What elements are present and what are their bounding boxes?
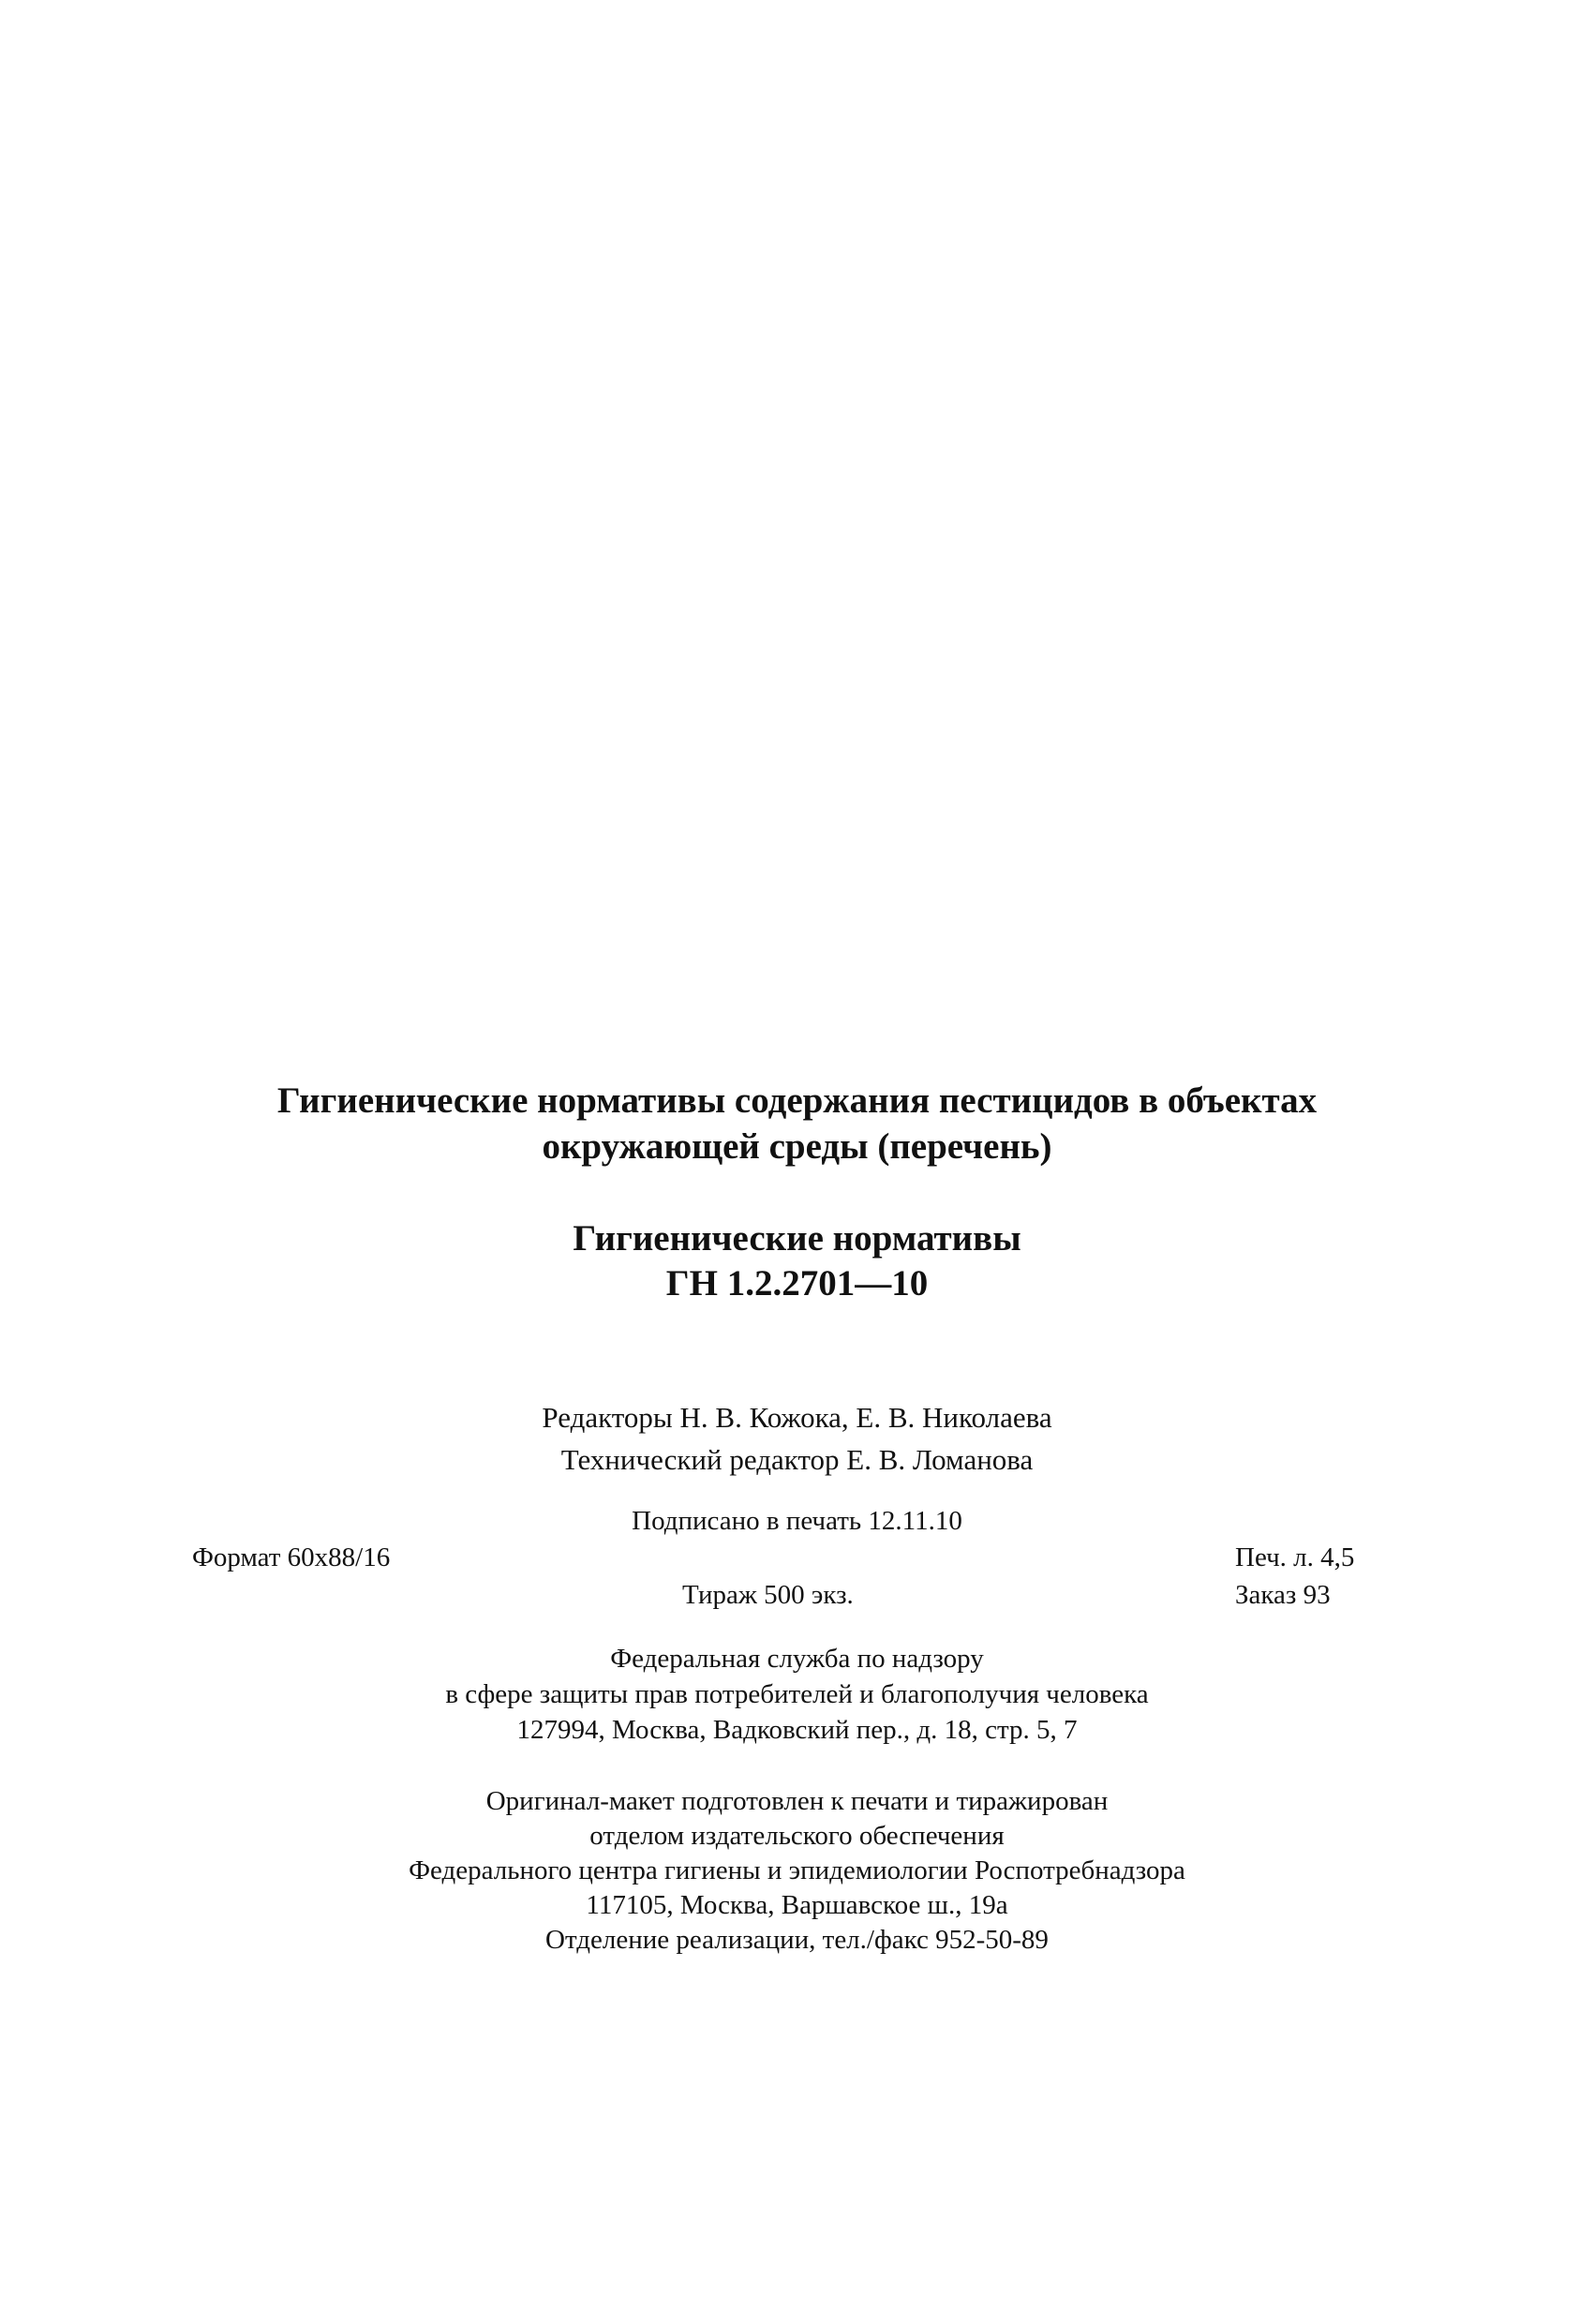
publisher-block — [0, 1641, 1594, 1748]
editors-line: Редакторы Н. В. Кожока, Е. В. Николаева — [542, 1401, 1052, 1434]
document-title — [0, 1078, 1594, 1169]
document-subtitle — [0, 1216, 1594, 1306]
signed-to-print — [0, 1502, 1594, 1540]
order-text: Заказ 93 — [1235, 1580, 1331, 1610]
original-line-1: Оригинал-макет подготовлен к печати и тиражирован — [485, 1786, 1109, 1816]
print-info-right — [1235, 1539, 1354, 1614]
publisher-line-1: Федеральная служба по надзору — [610, 1644, 984, 1674]
original-line-4: 117105, Москва, Варшавское ш., 19а — [586, 1890, 1008, 1920]
title-line-1: Гигиенические нормативы содержания пестицидов в объектах — [276, 1080, 1318, 1121]
original-line-2: отделом издательского обеспечения — [589, 1821, 1005, 1851]
publisher-line-2: в сфере защиты прав потребителей и благополучия человека — [445, 1679, 1149, 1709]
format-text: Формат 60х88/16 — [192, 1542, 391, 1572]
subtitle-line-1: Гигиенические нормативы — [573, 1218, 1021, 1259]
original-line-3: Федерального центра гигиены и эпидемиологии Роспотребнадзора — [409, 1855, 1185, 1885]
original-line-5: Отделение реализации, тел./факс 952-50-89 — [545, 1925, 1049, 1955]
tirazh-text: Тираж 500 экз. — [682, 1580, 854, 1610]
publisher-line-3: 127994, Москва, Вадковский пер., д. 18, стр. 5, 7 — [516, 1715, 1078, 1745]
original-layout-block — [0, 1784, 1594, 1958]
title-line-2: окружающей среды (перечень) — [542, 1126, 1052, 1167]
tech-editor-line: Технический редактор Е. В. Ломанова — [560, 1443, 1034, 1476]
print-sheets-text: Печ. л. 4,5 — [1235, 1542, 1355, 1572]
editors-block — [0, 1396, 1594, 1481]
signed-text: Подписано в печать 12.11.10 — [632, 1506, 962, 1536]
subtitle-line-2: ГН 1.2.2701—10 — [665, 1263, 929, 1304]
